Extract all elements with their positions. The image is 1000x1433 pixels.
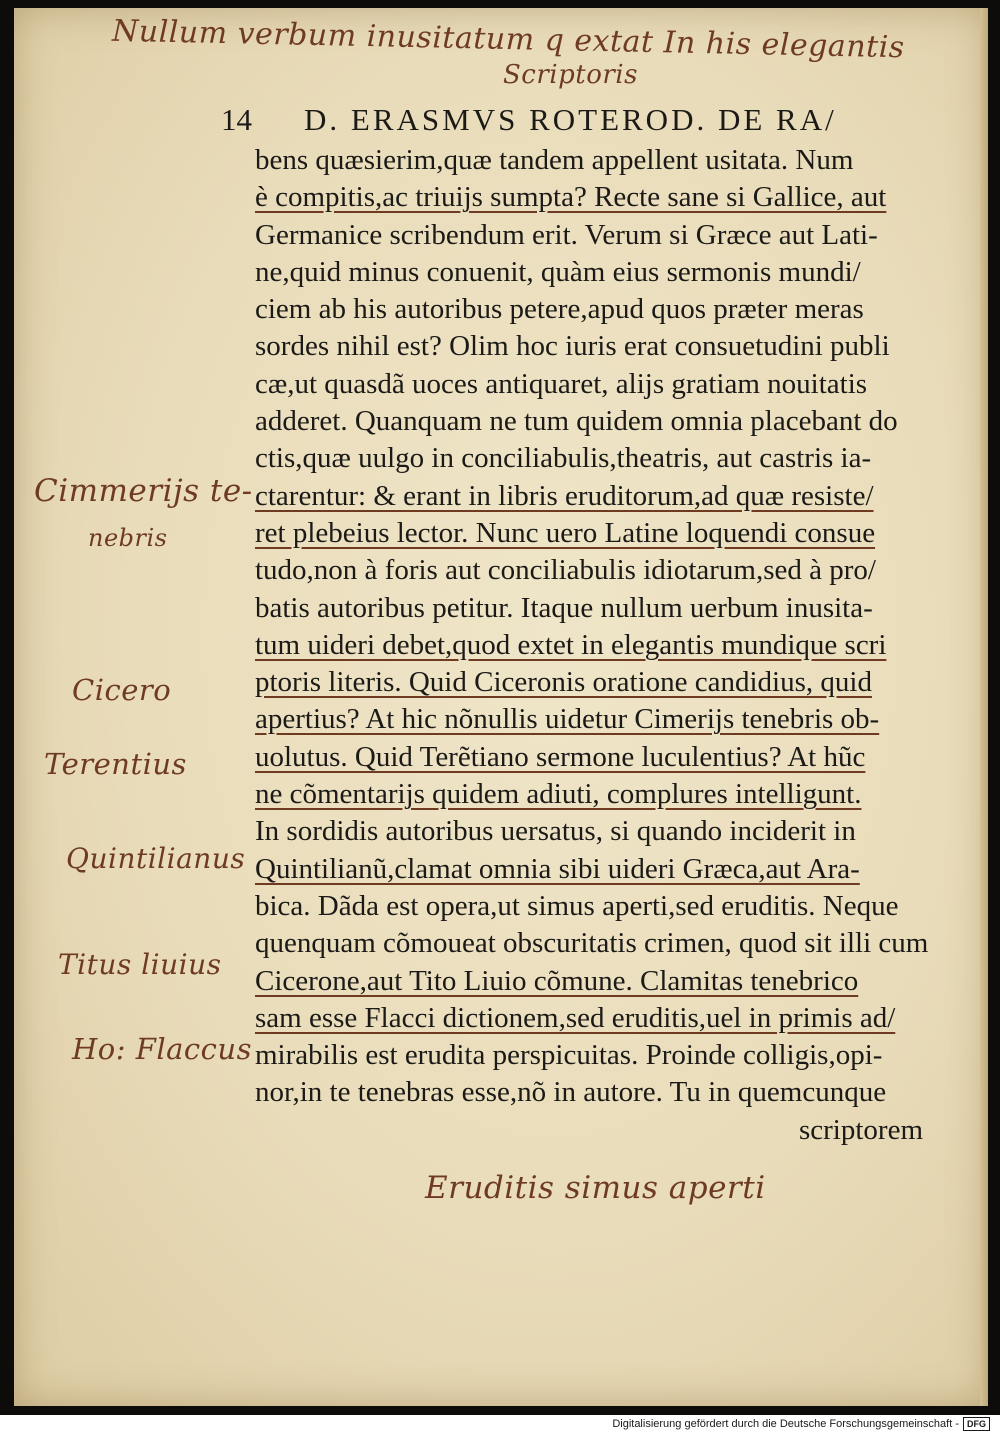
text-line: sordes nihil est? Olim hoc iuris erat consuetudini publi	[255, 330, 890, 363]
running-head	[221, 102, 837, 138]
page-edge	[980, 8, 988, 1406]
text-line: ciem ab his autoribus petere,apud quos præter meras	[255, 293, 864, 326]
margin-note: Titus liuius	[58, 948, 222, 981]
text-line: Quintilianũ,clamat omnia sibi uideri Græca,aut Ara-	[255, 852, 860, 885]
handwritten-bottom-note: Eruditis simus aperti	[425, 1170, 766, 1206]
running-head-title: D. ERASMVS ROTEROD. DE RA/	[304, 102, 837, 137]
text-line: ptoris literis. Quid Ciceronis oratione candidius, quid	[255, 666, 872, 699]
text-line: bens quæsierim,quæ tandem appellent usitata. Num	[255, 144, 854, 176]
margin-note: nebris	[88, 524, 168, 552]
text-line: sam esse Flacci dictionem,sed eruditis,uel in primis ad/	[255, 1001, 896, 1034]
margin-note: Ho: Flaccus	[72, 1032, 252, 1066]
text-line: Cicerone,aut Tito Liuio cõmune. Clamitas tenebrico	[255, 964, 859, 997]
margin-note: Quintilianus	[66, 842, 246, 875]
catchword: scriptorem	[798, 1113, 923, 1146]
text-line: ctarentur: & erant in libris eruditorum,ad quæ resiste/	[255, 479, 874, 512]
text-line: Germanice scribendum erit. Verum si Græce aut Lati-	[255, 218, 878, 251]
text-line: quenquam cõmoueat obscuritatis crimen, quod sit illi cum	[255, 927, 929, 960]
text-line: ne cõmentarijs quidem adiuti, complures intelligunt.	[255, 778, 862, 811]
handwritten-top-note-continued: Scriptoris	[503, 60, 638, 90]
text-line: nor,in te tenebras esse,nõ in autore. Tu in quemcunque	[255, 1076, 887, 1109]
text-line: batis autoribus petitur. Itaque nullum uerbum inusita-	[255, 591, 873, 624]
handwritten-top-note: Nullum verbum inusitatum q extat In his elegantis	[111, 13, 905, 66]
margin-note: Cicero	[72, 673, 172, 707]
footer-text: Digitalisierung gefördert durch die Deutsche Forschungsgemeinschaft -	[612, 1418, 959, 1430]
text-line: cæ,ut quasdã uoces antiquaret, alijs gratiam nouitatis	[255, 367, 868, 400]
text-line: apertius? At hic nõnullis uidetur Cimerijs tenebris ob-	[255, 703, 880, 736]
dfg-logo: DFG	[963, 1417, 990, 1431]
text-line: mirabilis est erudita perspicuitas. Proinde colligis,opi-	[255, 1039, 883, 1072]
page-number: 14	[221, 102, 252, 137]
text-line: ctis,quæ uulgo in conciliabulis,theatris, aut castris ia-	[255, 442, 872, 475]
body-text	[255, 142, 927, 1149]
text-line: ret plebeius lector. Nunc uero Latine loquendi consue	[255, 516, 876, 549]
footer-credit	[612, 1417, 990, 1431]
text-line: uolutus. Quid Terẽtiano sermone luculentius? At hũc	[255, 740, 866, 773]
margin-note: Terentius	[44, 747, 187, 781]
text-line: In sordidis autoribus uersatus, si quando inciderit in	[255, 815, 856, 848]
text-line: tum uideri debet,quod extet in elegantis mundique scri	[255, 628, 887, 661]
text-line: è compitis,ac triuijs sumpta? Recte sane si Gallice, aut	[255, 181, 887, 214]
text-line: adderet. Quanquam ne tum quidem omnia placebant do	[255, 405, 898, 438]
margin-note: Cimmerijs te-	[34, 473, 253, 509]
text-line: ne,quid minus conuenit, quàm eius sermonis mundi/	[255, 255, 861, 288]
text-line: tudo,non à foris aut conciliabulis idiotarum,sed à pro/	[255, 554, 876, 587]
text-line: bica. Dãda est opera,ut simus aperti,sed eruditis. Neque	[255, 889, 899, 922]
